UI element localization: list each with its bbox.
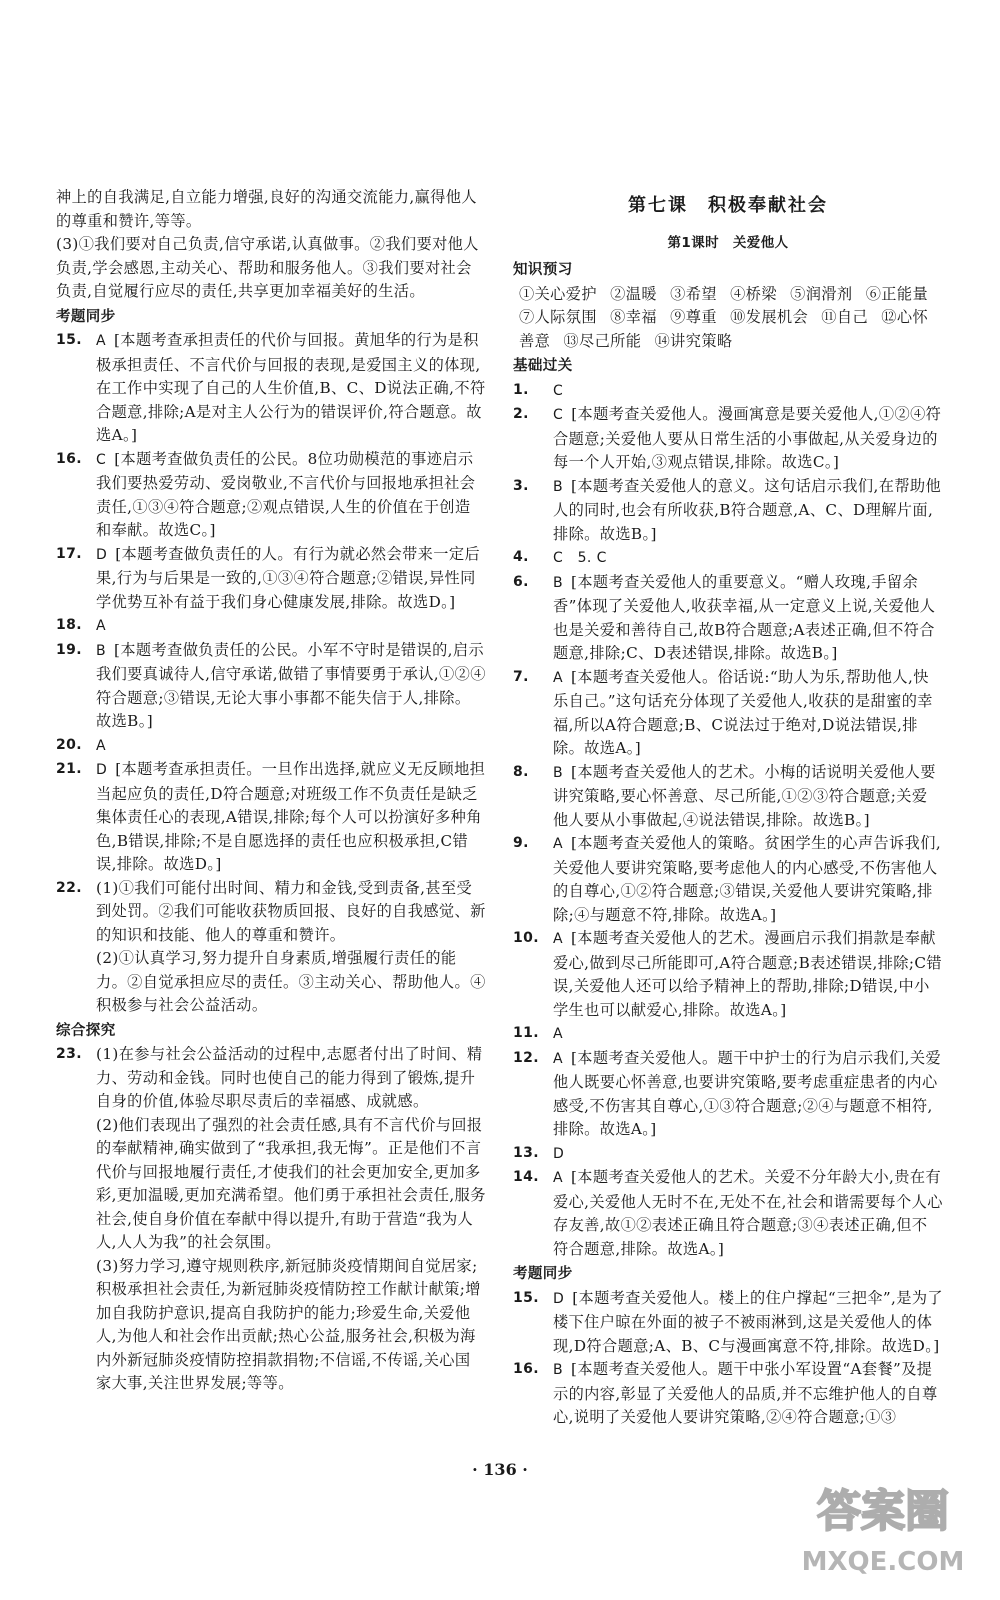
answer-text: [本题考查做负责任的公民。小军不守时是错误的,启示我们要真诚待人,信守承诺,做错了事情要勇于承认,①②④符合题意;③错误,无论大事小事都不能失信于人,排除。故选B。] (96, 640, 486, 730)
answer-text: [本题考查做负责任的人。有行为就必然会带来一定后果,行为与后果是一致的,①③④符合题意;②错误,异性同学优势互补有益于我们身心健康发展,排除。故选D。] (96, 544, 481, 611)
answer-number: 11. (513, 1025, 540, 1041)
answer-item (513, 546, 943, 571)
answer-text: [本题考查关爱他人的意义。这句话启示我们,在帮助他人的同时,也会有所收获,B符合题意,A、C、D理解片面,排除。故选B。] (553, 476, 942, 543)
answer-text: [本题考查关爱他人的艺术。小梅的话说明关爱他人要讲究策略,要心怀善意、尽己所能,①②③符合题意;关爱他人要从小事做起,④说法错误,排除。故选B。] (553, 762, 936, 829)
spacer (107, 545, 115, 563)
svg-text:MXQE.COM: MXQE.COM (801, 1547, 965, 1577)
answer-choice: A (553, 836, 563, 852)
spacer (563, 405, 571, 423)
answer-text: [本题考查关爱他人的艺术。关爱不分年龄大小,贵在有爱心,关爱他人无时不在,无处不在,社会和谐需要每个人心存友善,故①②表述正确且符合题意;③④表述正确,但不符合题意,排除。故选A。] (553, 1168, 943, 1258)
answer-number: 4. (513, 549, 529, 565)
spacer (106, 641, 114, 659)
spacer (564, 1289, 572, 1307)
left-column (56, 186, 486, 1396)
answer-item (513, 571, 943, 666)
left-answer-list (56, 329, 486, 877)
section-heading-sync: 考题同步 (56, 308, 116, 325)
answer-choice: D (553, 1145, 565, 1162)
answer-choice: C (553, 382, 564, 399)
answer-number: 13. (513, 1144, 540, 1161)
answer-number: 19. (56, 641, 83, 658)
answer-item (56, 614, 486, 639)
answer-choice: D (96, 546, 108, 563)
answer-item (56, 758, 486, 877)
answer-choice: D (553, 1290, 565, 1307)
answer-number: 18. (56, 617, 83, 633)
lesson-title: 第七课 积极奉献社会 (628, 195, 828, 216)
answer-number: 2. (513, 406, 529, 422)
spacer (563, 668, 571, 686)
answer-choice: A (96, 618, 106, 634)
answer-text: [本题考查关爱他人。漫画寓意是要关爱他人,①②④符合题意;关爱他人要从日常生活的小事做起,从关爱身边的每一个人开始,③观点错误,排除。故选C。] (553, 405, 942, 471)
answer-number: 21. (56, 761, 83, 777)
answer-number: 15. (56, 332, 83, 348)
answer-choice: C (96, 451, 107, 468)
answer-item (56, 329, 486, 448)
answer-text: (1)①我们可能付出时间、精力和金钱,受到责备,甚至受到处罚。②我们可能收获物质回报、良好的自我感觉、新的知识和技能、他人的尊重和赞许。 (96, 878, 486, 944)
answer-item-22 (56, 877, 486, 948)
spacer (563, 763, 571, 781)
watermark-logo (788, 1466, 978, 1586)
answer-text: [本题考查关爱他人的艺术。漫画启示我们捐款是奉献爱心,做到尽己所能即可,A符合题意;B表述错误,排除;C错误,关爱他人还可以给予精神上的帮助,排除;D错误,中小学生也可以献爱心,排除。故选A。] (553, 929, 943, 1019)
answer-number: 22. (56, 879, 83, 896)
answer-number: 3. (513, 477, 529, 494)
intro-paragraph-1: 神上的自我满足,自立能力增强,良好的沟通交流能力,赢得他人的尊重和赞许,等等。 (56, 188, 477, 230)
spacer (563, 1360, 571, 1378)
answer-text: (3)努力学习,遵守规则秩序,新冠肺炎疫情期间自觉居家;积极承担社会责任,为新冠肺炎疫情防控工作献计献策;增加自我防护意识,提高自我防护的能力;珍爱生命,关爱他人,为他人和社会作出贡献;热心公益,服务社会,积极为海内外新冠肺炎疫情防控捐款捐物;不信谣,不传谣,关心国家大事,关注世界发展;等等。 (96, 1256, 481, 1392)
section-heading-basic: 基础过关 (513, 358, 573, 374)
answer-number: 20. (56, 736, 83, 753)
answer-choice: A (96, 333, 106, 349)
spacer (107, 760, 115, 778)
preview-answers: ①关心爱护 ②温暖 ③希望 ④桥梁 ⑤润滑剂 ⑥正能量 ⑦人际氛围 ⑧幸福 ⑨尊重 ⑩发展机会 ⑪自己 ⑫心怀善意 ⑬尽己所能 ⑭讲究策略 (519, 284, 929, 350)
answer-choice: B (553, 574, 564, 591)
section-heading-explore: 综合探究 (56, 1022, 116, 1039)
answer-number: 10. (513, 930, 540, 946)
answer-item (513, 1022, 943, 1047)
answer-item (513, 761, 943, 833)
spacer (563, 1049, 571, 1067)
answer-choice: B (96, 642, 107, 659)
spacer (563, 477, 571, 495)
right-answer-list-2 (513, 1287, 943, 1430)
answer-number: 7. (513, 668, 529, 685)
right-column (513, 194, 943, 1430)
answer-item-23 (56, 1043, 486, 1114)
page-number: · 136 · (472, 1460, 528, 1479)
spacer (106, 450, 114, 468)
answer-choice: B (553, 764, 564, 781)
svg-text:答案圈: 答案圈 (817, 1486, 949, 1537)
answer-choice: A (96, 737, 106, 754)
answer-text: [本题考查做负责任的公民。8位功勋模范的事迹启示我们要热爱劳动、爱岗敬业,不言代价与回报地承担社会责任,①③④符合题意;②观点错误,人生的价值在于创造和奉献。故选C。] (96, 449, 476, 539)
answer-number: 15. (513, 1289, 540, 1306)
answer-item (513, 1358, 943, 1430)
answer-number: 23. (56, 1046, 83, 1062)
answer-item (513, 1142, 943, 1167)
spacer (563, 929, 571, 947)
answer-item (56, 734, 486, 759)
answer-choice: C (553, 407, 564, 423)
answer-text: (2)他们表现出了强烈的社会责任感,具有不言代价与回报的奉献精神,确实做到了“我承担,我无悔”。正是他们不言代价与回报地履行责任,才使我们的社会更加安全,更加多彩,更加温暖,更加充满希望。他们勇于承担社会责任,服务社会,使自身价值在奉献中得以提升,有助于营造“我为人人,人人为我”的社会氛围。 (96, 1115, 486, 1251)
answer-item (513, 666, 943, 761)
answer-item (56, 448, 486, 543)
answer-choice: B (553, 1362, 564, 1378)
answer-number: 6. (513, 573, 529, 590)
answer-item (513, 1047, 943, 1142)
answer-item (513, 379, 943, 404)
answer-text: (1)在参与社会公益活动的过程中,志愿者付出了时间、精力、劳动和金钱。同时也使自己的能力得到了锻炼,提升自身的价值,体验尽职尽责后的幸福感、成就感。 (96, 1045, 483, 1110)
answer-choice: A (553, 931, 563, 947)
answer-text: [本题考查关爱他人的策略。贫困学生的心声告诉我们,关爱他人要讲究策略,要考虑他人的内心感受,不伤害他人的自尊心,①②符合题意;③错误,关爱他人要讲究策略,排除;④与题意不符,排除。故选A。] (553, 834, 942, 924)
spacer (563, 834, 571, 852)
answer-item (513, 927, 943, 1022)
answer-choice: A (553, 1050, 563, 1067)
answer-number: 8. (513, 763, 529, 780)
answer-text: [本题考查承担责任。一旦作出选择,就应义无反顾地担当起应负的责任,D符合题意;对班级工作不负责任是缺乏集体责任心的表现,A错误,排除;每个人可以扮演好多种角色,B错误,排除;不是自愿选择的责任也应积极承担,C错误,排除。故选D。] (96, 760, 486, 873)
answer-number: 16. (513, 1361, 540, 1377)
answer-item (513, 1166, 943, 1261)
answer-item (56, 543, 486, 615)
spacer (563, 1168, 571, 1186)
answer-number: 14. (513, 1169, 540, 1185)
answer-text: [本题考查承担责任的代价与回报。黄旭华的行为是积极承担责任、不言代价与回报的表现,是爱国主义的体现,在工作中实现了自己的人生价值,B、C、D说法正确,不符合题意,排除;A是对主人公行为的错误评价,符合题意。故选A。] (96, 331, 486, 444)
intro-paragraph-2: (3)①我们要对自己负责,信守承诺,认真做事。②我们要对他人负责,学会感恩,主动关心、帮助和服务他人。③我们要对社会负责,自觉履行应尽的责任,共享更加幸福美好的生活。 (56, 235, 479, 300)
answer-choice: A (553, 1026, 563, 1042)
answer-item-22-part2 (56, 947, 486, 1018)
spacer (106, 331, 114, 349)
lesson-subtitle: 第1课时 关爱他人 (667, 234, 789, 251)
answer-text: [本题考查关爱他人。楼上的住户撑起“三把伞”,是为了楼下住户晾在外面的被子不被雨淋到,这是关爱他人的体现,D符合题意;A、B、C与漫画寓意不符,排除。故选D。] (553, 1288, 943, 1355)
answer-number: 12. (513, 1049, 540, 1066)
answer-choice: A (553, 669, 563, 686)
answer-item-23-part3 (56, 1255, 486, 1396)
answer-choice: C 5. C (553, 550, 607, 566)
section-heading-preview: 知识预习 (513, 262, 573, 278)
answer-text: [本题考查关爱他人的重要意义。“赠人玫瑰,手留余香”体现了关爱他人,收获幸福,从一定意义上说,关爱他人也是关爱和善待自己,故B符合题意;A表述正确,但不符合题意,排除;C、D表述错误,排除。故选B。] (553, 572, 936, 662)
spacer (563, 573, 571, 591)
answer-number: 16. (56, 450, 83, 467)
answer-text: [本题考查关爱他人。俗话说:“助人为乐,帮助他人,快乐自己。”这句话充分体现了关爱他人,收获的是甜蜜的幸福,所以A符合题意;B、C说法过于绝对,D说法错误,排除。故选A。] (553, 667, 933, 757)
answer-item (513, 403, 943, 475)
answer-choice: A (553, 1170, 563, 1186)
answer-text: [本题考查关爱他人。题干中张小军设置“A套餐”及提示的内容,彰显了关爱他人的品质,并不忘维护他人的自尊心,说明了关爱他人要讲究策略,②④符合题意;①③ (553, 1360, 938, 1426)
answer-item (513, 475, 943, 547)
answer-number: 9. (513, 835, 529, 851)
answer-text: [本题考查关爱他人。题干中护士的行为启示我们,关爱他人既要心怀善意,也要讲究策略,要考虑重症患者的内心感受,不伤害其自尊心,①③符合题意;②④与题意不相符,排除。故选A。] (553, 1048, 942, 1138)
answer-text: (2)①认真学习,努力提升自身素质,增强履行责任的能力。②自觉承担应尽的责任。③主动关心、帮助他人。④积极参与社会公益活动。 (96, 949, 486, 1014)
answer-item (56, 639, 486, 734)
section-heading-sync-right: 考题同步 (513, 1266, 573, 1282)
answer-number: 17. (56, 545, 83, 562)
right-answer-list (513, 379, 943, 1262)
answer-number: 1. (513, 381, 529, 398)
answer-item (513, 832, 943, 927)
answer-item (513, 1287, 943, 1359)
answer-item-23-part2 (56, 1114, 486, 1255)
answer-choice: D (96, 762, 108, 778)
answer-choice: B (553, 478, 564, 495)
